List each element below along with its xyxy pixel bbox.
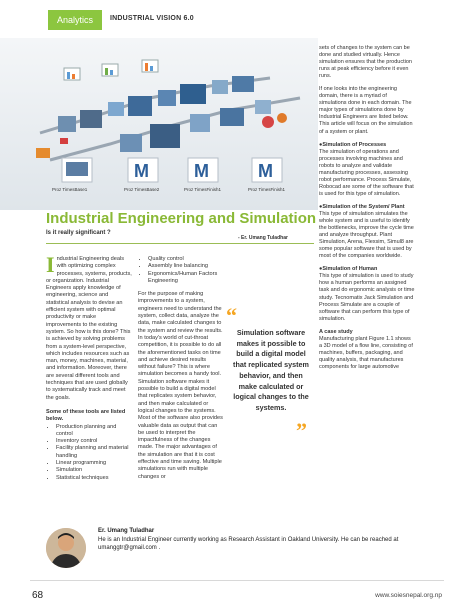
author-byline: - Er. Umang Tuladhar [238, 235, 288, 241]
svg-text:Proz TimesBase1: Proz TimesBase1 [52, 187, 88, 192]
column-1 [46, 252, 132, 482]
tools-heading: Some of these tools are listed below. [46, 408, 126, 423]
author-photo-icon [46, 528, 86, 568]
issue-title: INDUSTRIAL VISION 6.0 [110, 15, 194, 22]
avatar [46, 528, 86, 568]
list-item: • Facility planning and material handling [56, 445, 132, 460]
svg-text:Proz TimesBase2: Proz TimesBase2 [124, 187, 160, 192]
list-item: • Inventory control [56, 438, 132, 445]
body-paragraph: Manufacturing plant Figure 1.1 shows a 3D model of a flow line, consisting of machines, buffers, packaging, and quality analysis, that manufactures components for large automotive [319, 335, 413, 370]
process-panel-2 [124, 158, 160, 192]
bio-text: He is an Industrial Engineer currently working as Research Assistant in Oakland University. He can be reached at umanggtr@gmail.com . [98, 537, 399, 551]
list-item: • Linear programming [56, 460, 132, 467]
list-item: • Assembly line balancing [148, 263, 224, 270]
plant-simulation-illustration [0, 38, 318, 210]
column-3 [319, 45, 415, 377]
open-quote-icon: “ [226, 303, 237, 328]
page-header [0, 0, 474, 38]
subheading: ● Simulation of Human [319, 266, 415, 273]
list-item: • Quality control [148, 256, 224, 263]
subheading: ● Simulation of Processes [319, 142, 415, 149]
website-link[interactable]: www.soiesnepal.org.np [375, 592, 442, 599]
intro-paragraph: Industrial Engineering deals with optimizing complex processes, systems, products, or organization. Industrial Engineers apply knowledge of engineering, science and statistical analysis to devise an efficient system with optimal productivity or make improvements to the existing system. So how is this done? This is achieved by solving problems from a system-level perspective, which includes resources such as man, money, machines, material, and information. Moreover, there are several different tools and techniques that are used globally to systematically track and meet the goals. [46, 252, 132, 401]
column-2 [138, 256, 224, 488]
pull-quote: Simulation software makes it possible to build a digital model that replicated system behavior, and then make calculated or logical changes to the systems. [233, 328, 309, 412]
section-tab: Analytics [48, 10, 102, 30]
list-item: • Statistical techniques [56, 475, 132, 482]
svg-text:Proz TimesFinish1: Proz TimesFinish1 [184, 187, 222, 192]
body-paragraph: For the purpose of making improvements to a system, engineers need to understand the system, collect data, analyze the data, make calculated changes to the system and review the results. In today's world of cut-throat competition, it is possible to do all the aforementioned tasks on time and achieve desired results without failure? This is where simulation becomes a handy tool. Simulation software makes it possible to build a digital model that replicates system behavior, and then make calculated or logical changes to the systems. Most of the software also provides valuable data as output that can be used to interpret the impactfulness of the changes made. The major advantages of the simulation are that it is cost effective and time saving. Multiple simulations run with multiple changes or [138, 291, 223, 480]
body-paragraph: sets of changes to the system can be done and studied virtually. Hence simulation ensures that the production runs at peak efficiency before it even runs. [319, 45, 412, 80]
article-subtitle: Is it really significant ? [46, 230, 111, 236]
list-item: • Production planning and control [56, 424, 132, 439]
footer-divider [30, 580, 444, 581]
tools-list [46, 424, 132, 482]
bio-name: Er. Umang Tuladhar [98, 528, 155, 534]
tools-list-continued [138, 256, 224, 285]
body-paragraph: If one looks into the engineering domain, there is a myriad of simulations done in each domain. The major types of simulations done by Industrial Engineers are listed below. This article will focus on the simulation of a system or plant. [319, 86, 413, 135]
process-panel-4 [248, 158, 286, 192]
close-quote-icon: ” [296, 418, 307, 443]
list-item: • Ergonomics/Human Factors Engineering [148, 271, 224, 286]
page-number: 68 [32, 590, 44, 601]
factory-3d-model [0, 38, 318, 210]
list-item: • Simulation [56, 467, 132, 474]
body-paragraph: The simulation of operations and processes involving machines and robots to analyze and validate manufacturing processes, assessing robot performance. Process Simulate, Robocad are some of the software that is used for this type of simulation. [319, 148, 414, 197]
article-title: Industrial Engineering and Simulation [46, 210, 317, 227]
author-bio [46, 524, 426, 572]
body-paragraph: This type of simulation simulates the whole system and is useful to identify the bottlenecks, improve the cycle time and analyze throughput. Plant Simulation, Arena, Flexsim, Simul8 are some popular software that is used by most of the companies worldwide. [319, 210, 414, 260]
svg-text:M: M [134, 161, 149, 181]
svg-text:M: M [258, 161, 273, 181]
body-paragraph: This type of simulation is used to study how a human performs an assigned task and do ergonomic analysis or time study. Tecnomatix Jack Simulation and Process Simulate are a couple of software that can perform this type of simulation. [319, 273, 415, 322]
svg-text:M: M [194, 161, 209, 181]
process-panel-3 [184, 158, 222, 192]
headline-divider [46, 243, 314, 244]
case-study-heading: A case study [319, 328, 353, 335]
drop-cap: I [46, 252, 55, 277]
svg-text:Proz TimesFinish1: Proz TimesFinish1 [248, 187, 286, 192]
subheading: ● Simulation of the System/ Plant [319, 204, 415, 211]
